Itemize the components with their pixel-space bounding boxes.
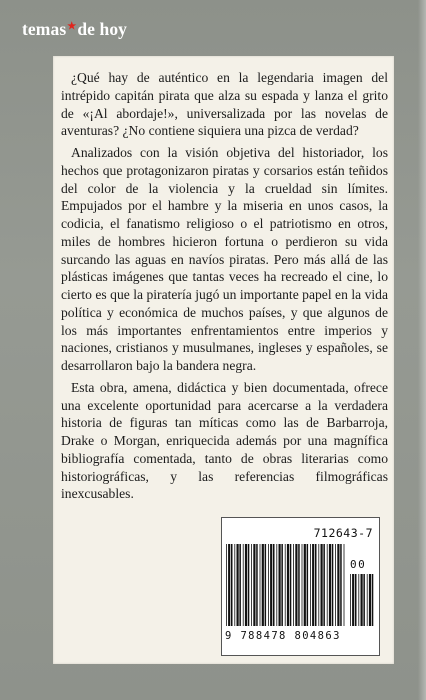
blurb-paragraph-2: Analizados con la visión objetiva del historiador, los hechos que protagonizaron piratas y corsarios están teñidos del color de la violencia y la crueldad sin límites. Empujados por el hambre y la miseria en unos casos, la codicia, el fanatismo religioso o el patriotismo en otros, miles de hombres hicieron fortuna o perdieron su vida surcando las aguas en navíos piratas. Pero más allá de las plásticas imágenes que tantas veces ha recreado el cine, lo cierto es que la piratería jugó un importante papel en la vida política y económica de muchos países, y que algunos de los más importantes enfrentamientos entre imperios y naciones, cristianos y musulmanes, ingleses y españoles, se desarrollaron bajo la bandera negra.: [61, 145, 388, 373]
cover-edge: [418, 0, 426, 700]
blurb-paragraph-3: Esta obra, amena, didáctica y bien documentada, ofrece una excelente oportunidad para acercarse a la verdadera historia de figuras tan míticas como las de Barbarroja, Drake o Morgan, enriquecida además por una magnífica bibliografía comentada, tanto de obras literarias como historiográficas, y las referencias filmográficas inexcusables.: [61, 379, 388, 502]
blurb: [61, 69, 388, 503]
series-name-left: temas: [22, 19, 67, 39]
addon-barcode: [350, 574, 374, 626]
ean-number: 9 788478 804863: [225, 630, 341, 642]
addon-code: 00: [350, 558, 367, 571]
blurb-paragraph-1: ¿Qué hay de auténtico en la legendaria imagen del intrépido capitán pirata que alza su espada y lanza el grito de «¡Al abordaje!», universalizada por las novelas de aventuras? ¿No contiene siquiera una pizca de verdad?: [61, 70, 388, 139]
star-icon: ★: [67, 21, 77, 32]
barcode-label: [221, 517, 380, 656]
ean-barcode: [226, 544, 346, 626]
product-code: 712643-7: [313, 526, 373, 540]
series-logo: [22, 19, 127, 43]
series-name-right: de hoy: [77, 19, 128, 39]
